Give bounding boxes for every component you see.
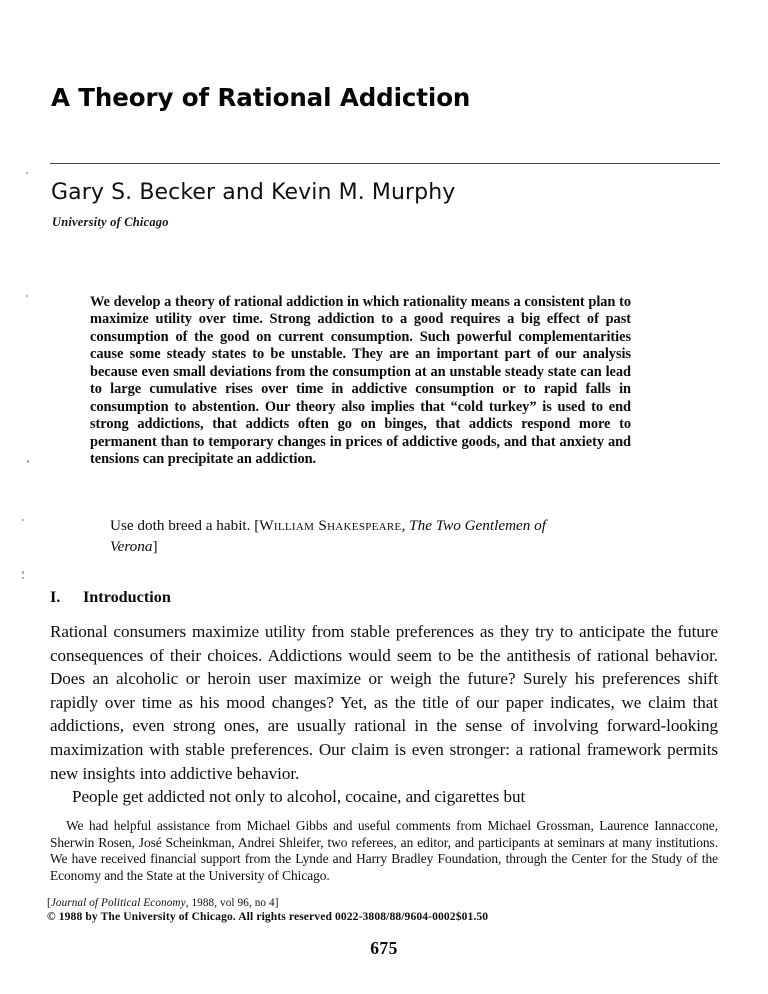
section-title: Introduction — [83, 588, 171, 606]
abstract-text: We develop a theory of rational addiction in which rationality means a consistent plan to maximize utility over time. Strong addiction to a good requires a big effect of past consumption of the good on current consumption. Such powerful complementarities cause some steady states to be unstable. They are an important part of our analysis because even small deviations from the consumption at an unstable steady state can lead to large cumulative rises over time in addictive consumption or to rapid falls in consumption to abstention. Our theory also implies that “cold turkey” is used to end strong addictions, that addicts often go on binges, that addicts respond more to permanent than to temporary changes in prices of addictive goods, and that anxiety and tensions can precipitate an addiction. — [90, 294, 631, 468]
epigraph-quote: Use doth breed a habit. [ — [110, 517, 260, 534]
section-number: I. — [50, 588, 61, 606]
scan-artifact — [22, 577, 24, 579]
section-heading — [50, 588, 650, 607]
scan-artifact — [22, 519, 24, 521]
journal-issue-info: , 1988, vol 96, no 4] — [185, 897, 279, 909]
header-divider — [50, 163, 720, 164]
author-byline: Gary S. Becker and Kevin M. Murphy — [51, 180, 456, 205]
epigraph-closing-bracket: ] — [152, 538, 158, 555]
citation-bracket-open: [ — [47, 897, 51, 909]
acknowledgment-footnote: We had helpful assistance from Michael Gibbs and useful comments from Michael Grossman, Laurence Iannaccone, Sherwin Rosen, José Scheinkman, Andrei Shleifer, two referees, an editor, and participants at seminars at many institutions. We have received financial support from the Lynde and Harry Bradley Foundation, through the Center for the Study of the Economy and the State at the University of Chicago. — [50, 818, 718, 883]
journal-citation — [47, 896, 647, 911]
scan-artifact — [27, 460, 29, 463]
epigraph-separator: , — [401, 517, 410, 534]
epigraph-block — [110, 515, 570, 557]
copyright-notice: © 1988 by The University of Chicago. All rights reserved 0022-3808/88/9604-0002$01.50 — [47, 910, 489, 923]
body-text — [50, 620, 718, 809]
page-title: A Theory of Rational Addiction — [51, 83, 471, 113]
journal-name: Journal of Political Economy — [50, 897, 186, 909]
page-number: 675 — [370, 938, 398, 958]
scan-artifact — [26, 295, 28, 297]
scan-artifact — [22, 571, 24, 574]
body-paragraph: People get addicted not only to alcohol, cocaine, and cigarettes but — [72, 787, 526, 807]
author-affiliation: University of Chicago — [52, 215, 169, 229]
scan-artifact — [26, 172, 28, 174]
epigraph-attribution: William Shakespeare — [259, 517, 402, 534]
epigraph-work-title: The Two Gentlemen of Verona — [110, 517, 546, 555]
body-paragraph: Rational consumers maximize utility from stable preferences as they try to anticipate the future consequences of their choices. Addictions would seem to be the antithesis of rational behavior. Does an alcoholic or heroin user maximize or weigh the future? Surely his preferences shift rapidly over time as his mood changes? Yet, as the title of our paper indicates, we claim that addictions, even strong ones, are usually rational in the sense of involving forward-looking maximization with stable preferences. Our claim is even stronger: a rational framework permits new insights into addictive behavior. — [50, 622, 718, 783]
